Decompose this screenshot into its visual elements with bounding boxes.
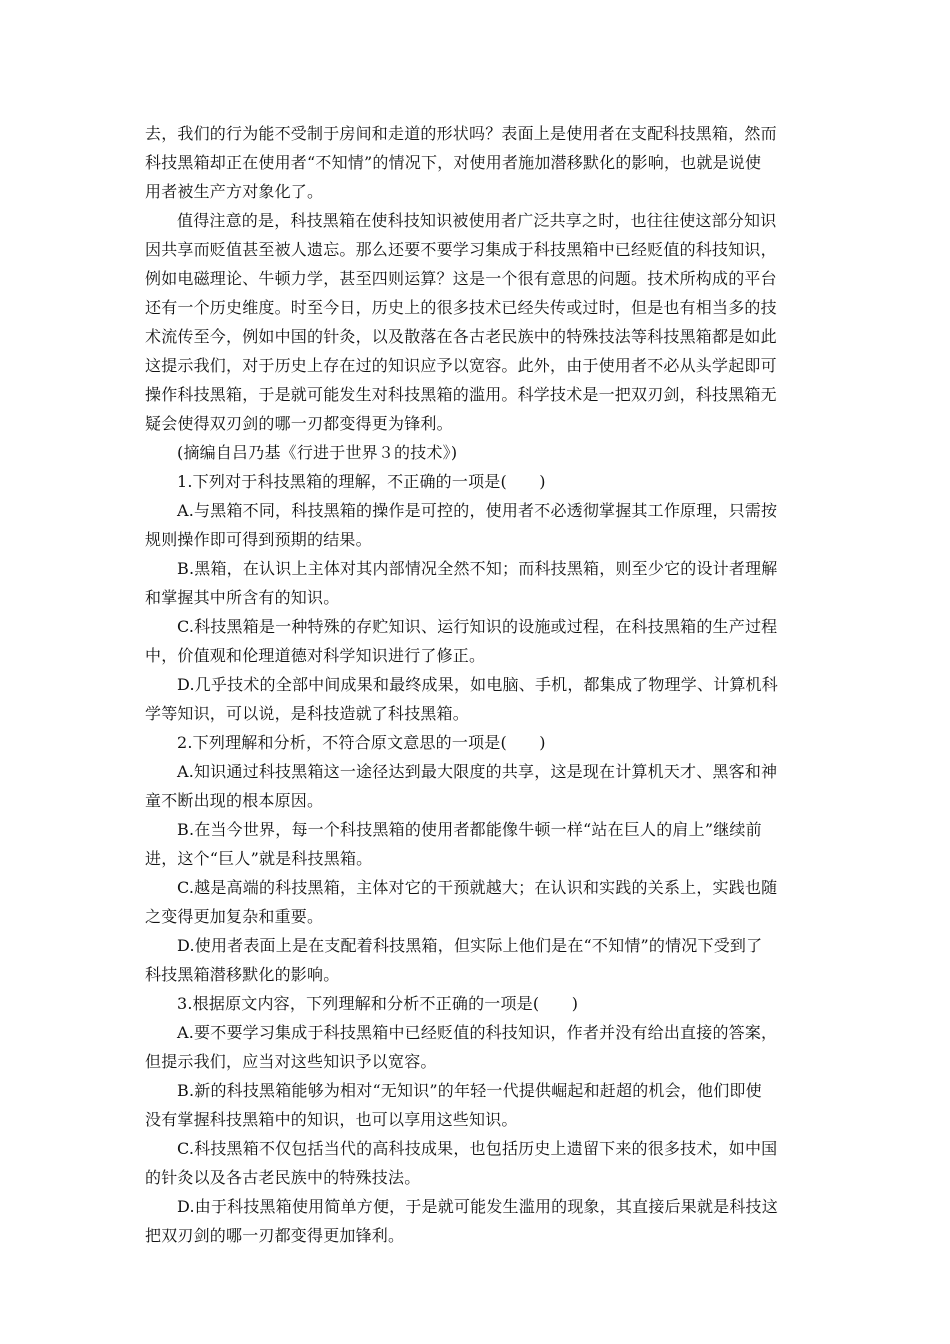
paragraph-q3b xyxy=(145,1076,807,1134)
text-line: 1.下列对于科技黑箱的理解，不正确的一项是( ) xyxy=(177,472,546,491)
text-line: C.科技黑箱是一种特殊的存贮知识、运行知识的设施或过程，在科技黑箱的生产过程 xyxy=(177,617,778,636)
paragraph-p2 xyxy=(145,206,807,438)
text-line: A.知识通过科技黑箱这一途径达到最大限度的共享，这是现在计算机天才、黑客和神 xyxy=(177,762,778,781)
text-line: 还有一个历史维度。时至今日，历史上的很多技术已经失传或过时，但是也有相当多的技 xyxy=(145,298,777,317)
paragraph-q3c xyxy=(145,1134,807,1192)
text-line: 把双刃剑的哪一刃都变得更加锋利。 xyxy=(145,1226,405,1245)
text-line: 疑会使得双刃剑的哪一刃都变得更为锋利。 xyxy=(145,414,453,433)
paragraph-q1 xyxy=(145,467,807,496)
text-line: 科技黑箱却正在使用者“不知情”的情况下，对使用者施加潜移默化的影响，也就是说使 xyxy=(145,153,762,172)
text-line: 值得注意的是，科技黑箱在使科技知识被使用者广泛共享之时，也往往使这部分知识 xyxy=(177,211,777,230)
text-line: C.科技黑箱不仅包括当代的高科技成果，也包括历史上遗留下来的很多技术，如中国 xyxy=(177,1139,778,1158)
text-line: D.几乎技术的全部中间成果和最终成果，如电脑、手机，都集成了物理学、计算机科 xyxy=(177,675,778,694)
text-line: 例如电磁理论、牛顿力学，甚至四则运算？这是一个很有意思的问题。技术所构成的平台 xyxy=(145,269,777,288)
text-line: B.新的科技黑箱能够为相对“无知识”的年轻一代提供崛起和赶超的机会，他们即使 xyxy=(177,1081,762,1100)
document-body xyxy=(145,119,807,1250)
paragraph-q1c xyxy=(145,612,807,670)
text-line: 没有掌握科技黑箱中的知识，也可以享用这些知识。 xyxy=(145,1110,518,1129)
text-line: 进，这个“巨人”就是科技黑箱。 xyxy=(145,849,373,868)
text-line: 规则操作即可得到预期的结果。 xyxy=(145,530,372,549)
paragraph-q2c xyxy=(145,873,807,931)
text-line: 这提示我们，对于历史上存在过的知识应予以宽容。此外，由于使用者不必从头学起即可 xyxy=(145,356,777,375)
paragraph-q1a xyxy=(145,496,807,554)
paragraph-q2a xyxy=(145,757,807,815)
paragraph-q3d xyxy=(145,1192,807,1250)
text-line: 但提示我们，应当对这些知识予以宽容。 xyxy=(145,1052,437,1071)
text-line: 用者被生产方对象化了。 xyxy=(145,182,324,201)
text-line: 童不断出现的根本原因。 xyxy=(145,791,324,810)
text-line: 学等知识，可以说，是科技造就了科技黑箱。 xyxy=(145,704,470,723)
text-line: 去，我们的行为能不受制于房间和走道的形状吗？表面上是使用者在支配科技黑箱，然而 xyxy=(145,124,777,143)
paragraph-q3a xyxy=(145,1018,807,1076)
text-line: 科技黑箱潜移默化的影响。 xyxy=(145,965,340,984)
text-line: 术流传至今，例如中国的针灸，以及散落在各古老民族中的特殊技法等科技黑箱都是如此 xyxy=(145,327,777,346)
text-line: 之变得更加复杂和重要。 xyxy=(145,907,324,926)
text-line: 中，价值观和伦理道德对科学知识进行了修正。 xyxy=(145,646,486,665)
paragraph-q1b xyxy=(145,554,807,612)
paragraph-q2 xyxy=(145,728,807,757)
paragraph-q3 xyxy=(145,989,807,1018)
text-line: D.由于科技黑箱使用简单方便，于是就可能发生滥用的现象，其直接后果就是科技这 xyxy=(177,1197,778,1216)
text-line: C.越是高端的科技黑箱，主体对它的干预就越大；在认识和实践的关系上，实践也随 xyxy=(177,878,778,897)
paragraph-q1d xyxy=(145,670,807,728)
paragraph-p3 xyxy=(145,438,807,467)
text-line: 因共享而贬值甚至被人遗忘。那么还要不要学习集成于科技黑箱中已经贬值的科技知识， xyxy=(145,240,777,259)
text-line: B.黑箱，在认识上主体对其内部情况全然不知；而科技黑箱，则至少它的设计者理解 xyxy=(177,559,778,578)
text-line: 2.下列理解和分析，不符合原文意思的一项是( ) xyxy=(177,733,546,752)
text-line: A.与黑箱不同，科技黑箱的操作是可控的，使用者不必透彻掌握其工作原理，只需按 xyxy=(177,501,778,520)
paragraph-p1 xyxy=(145,119,807,206)
text-line: 3.根据原文内容，下列理解和分析不正确的一项是( ) xyxy=(177,994,579,1013)
text-line: 和掌握其中所含有的知识。 xyxy=(145,588,340,607)
text-line: A.要不要学习集成于科技黑箱中已经贬值的科技知识，作者并没有给出直接的答案， xyxy=(177,1023,778,1042)
text-line: 的针灸以及各古老民族中的特殊技法。 xyxy=(145,1168,421,1187)
text-line: D.使用者表面上是在支配着科技黑箱，但实际上他们是在“不知情”的情况下受到了 xyxy=(177,936,763,955)
text-line: B.在当今世界，每一个科技黑箱的使用者都能像牛顿一样“站在巨人的肩上”继续前 xyxy=(177,820,762,839)
paragraph-q2d xyxy=(145,931,807,989)
text-line: (摘编自吕乃基《行进于世界３的技术》) xyxy=(177,443,458,462)
text-line: 操作科技黑箱，于是就可能发生对科技黑箱的滥用。科学技术是一把双刃剑，科技黑箱无 xyxy=(145,385,777,404)
paragraph-q2b xyxy=(145,815,807,873)
